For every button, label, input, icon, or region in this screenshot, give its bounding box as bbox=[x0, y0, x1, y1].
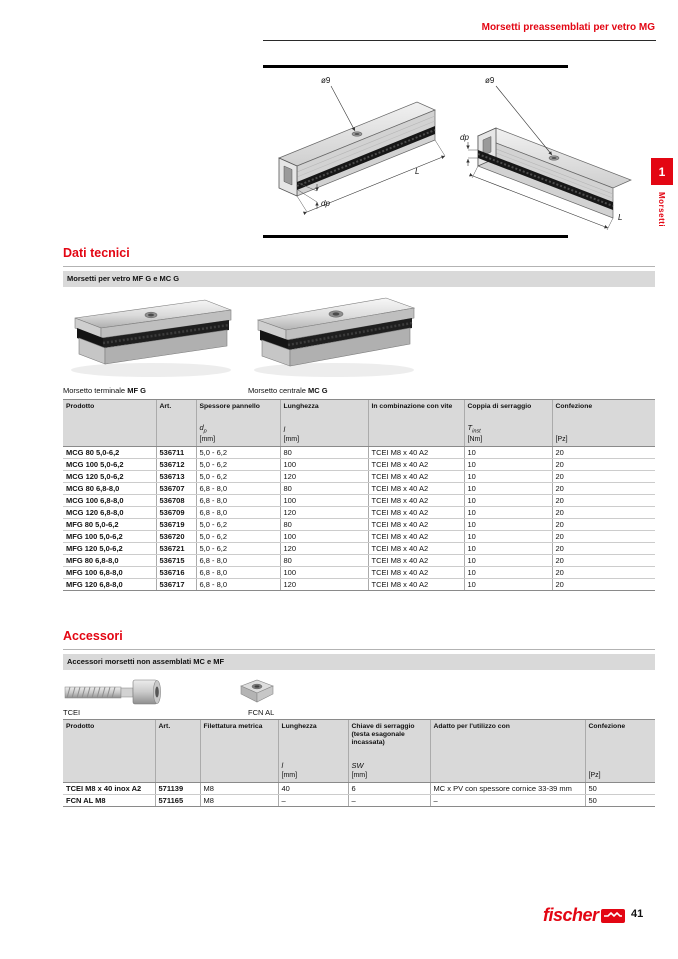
table-cell: TCEI M8 x 40 A2 bbox=[368, 519, 464, 531]
dim-label-hole: ø9 bbox=[321, 76, 331, 85]
table-cell: 536707 bbox=[156, 483, 196, 495]
table-cell: 536720 bbox=[156, 531, 196, 543]
table-cell: 536709 bbox=[156, 507, 196, 519]
table-cell: 10 bbox=[464, 543, 552, 555]
table-cell: 536715 bbox=[156, 555, 196, 567]
caption-text: Morsetto centrale bbox=[248, 386, 309, 395]
section-title-accessori: Accessori bbox=[63, 629, 123, 643]
table-cell: 6,8 - 8,0 bbox=[196, 495, 280, 507]
dim-label-length: L bbox=[618, 213, 623, 222]
table-cell: 120 bbox=[280, 543, 368, 555]
chapter-tab bbox=[651, 158, 673, 185]
column-header: Prodotto bbox=[63, 400, 156, 412]
table-cell: 100 bbox=[280, 459, 368, 471]
brand-logo-icon bbox=[601, 909, 625, 923]
chapter-tab-number: 1 bbox=[658, 164, 666, 179]
photo-caption-tcei: TCEI bbox=[63, 708, 81, 717]
product-photo-morsetto-terminale bbox=[63, 292, 235, 382]
table-header-row bbox=[63, 411, 655, 435]
table-row bbox=[63, 555, 655, 567]
table-cell: MCG 120 6,8-8,0 bbox=[63, 507, 156, 519]
column-symbol bbox=[155, 747, 200, 771]
column-unit bbox=[368, 435, 464, 447]
column-unit bbox=[63, 435, 156, 447]
column-header: Prodotto bbox=[63, 720, 155, 748]
table-row bbox=[63, 543, 655, 555]
table-cell: 6,8 - 8,0 bbox=[196, 555, 280, 567]
technical-data-table bbox=[63, 399, 655, 591]
table-cell: M8 bbox=[200, 783, 278, 795]
table-cell: 40 bbox=[278, 783, 348, 795]
column-unit: [Nm] bbox=[464, 435, 552, 447]
table-cell: 10 bbox=[464, 519, 552, 531]
table-header-row bbox=[63, 400, 655, 412]
table-header-row bbox=[63, 771, 655, 783]
column-header: Adatto per l'utilizzo con bbox=[430, 720, 585, 748]
table-cell: 5,0 - 6,2 bbox=[196, 459, 280, 471]
column-unit bbox=[63, 771, 155, 783]
header-rule bbox=[263, 40, 656, 41]
table-cell: 10 bbox=[464, 555, 552, 567]
subsection-bar: Morsetti per vetro MF G e MC G bbox=[63, 271, 655, 287]
column-symbol bbox=[552, 411, 655, 435]
table-cell: MFG 120 5,0-6,2 bbox=[63, 543, 156, 555]
section-rule bbox=[63, 266, 655, 267]
table-cell: TCEI M8 x 40 A2 bbox=[368, 531, 464, 543]
table-cell: 120 bbox=[280, 471, 368, 483]
table-cell: 6,8 - 8,0 bbox=[196, 579, 280, 591]
column-symbol bbox=[368, 411, 464, 435]
table-cell: 50 bbox=[585, 795, 655, 807]
brand-logo-text: fischer bbox=[543, 905, 599, 925]
column-symbol: l bbox=[278, 747, 348, 771]
column-symbol bbox=[200, 747, 278, 771]
table-cell: 80 bbox=[280, 483, 368, 495]
table-cell: 20 bbox=[552, 495, 655, 507]
column-unit bbox=[200, 771, 278, 783]
table-header-row bbox=[63, 747, 655, 771]
column-header: Lunghezza bbox=[278, 720, 348, 748]
column-header: Filettatura metrica bbox=[200, 720, 278, 748]
table-cell: MFG 100 6,8-8,0 bbox=[63, 567, 156, 579]
table-cell: 5,0 - 6,2 bbox=[196, 471, 280, 483]
column-unit: [Pz] bbox=[585, 771, 655, 783]
product-photo-morsetto-centrale bbox=[248, 292, 420, 382]
table-header-row bbox=[63, 435, 655, 447]
technical-drawing-right bbox=[458, 70, 653, 232]
table-cell: 20 bbox=[552, 567, 655, 579]
table-cell: 536716 bbox=[156, 567, 196, 579]
table-cell: 5,0 - 6,2 bbox=[196, 447, 280, 459]
table-cell: TCEI M8 x 40 A2 bbox=[368, 543, 464, 555]
table-cell: 10 bbox=[464, 567, 552, 579]
column-header: Confezione bbox=[585, 720, 655, 748]
table-cell: TCEI M8 x 40 A2 bbox=[368, 459, 464, 471]
table-cell: TCEI M8 x 40 A2 bbox=[368, 555, 464, 567]
table-cell: 20 bbox=[552, 507, 655, 519]
column-symbol: SW bbox=[348, 747, 430, 771]
table-row bbox=[63, 471, 655, 483]
table-cell: 20 bbox=[552, 531, 655, 543]
table-cell: 20 bbox=[552, 447, 655, 459]
product-photo-fcn-nut bbox=[237, 676, 277, 706]
table-cell: 20 bbox=[552, 555, 655, 567]
table-cell: 10 bbox=[464, 495, 552, 507]
table-cell: MFG 80 6,8-8,0 bbox=[63, 555, 156, 567]
table-row bbox=[63, 579, 655, 591]
table-row bbox=[63, 795, 655, 807]
table-cell: 10 bbox=[464, 531, 552, 543]
table-cell: 100 bbox=[280, 531, 368, 543]
column-header: Spessore pannello bbox=[196, 400, 280, 412]
dim-label-panel: dp bbox=[460, 133, 469, 142]
table-row bbox=[63, 483, 655, 495]
column-unit: [mm] bbox=[278, 771, 348, 783]
dim-label-length: L bbox=[415, 167, 420, 176]
column-symbol: $T_{inst}$ bbox=[464, 411, 552, 435]
table-cell: 536708 bbox=[156, 495, 196, 507]
column-symbol bbox=[63, 411, 156, 435]
column-symbol: l bbox=[280, 411, 368, 435]
table-cell: TCEI M8 x 40 A2 bbox=[368, 495, 464, 507]
table-row bbox=[63, 567, 655, 579]
column-unit bbox=[430, 771, 585, 783]
drawing-frame-bottom bbox=[263, 235, 568, 238]
product-photo-tcei-screw bbox=[63, 672, 163, 712]
table-cell: MC x PV con spessore cornice 33-39 mm bbox=[430, 783, 585, 795]
table-cell: 10 bbox=[464, 579, 552, 591]
table-cell: 536717 bbox=[156, 579, 196, 591]
table-cell: 6,8 - 8,0 bbox=[196, 507, 280, 519]
table-cell: 20 bbox=[552, 459, 655, 471]
dim-label-panel: dp bbox=[321, 199, 330, 208]
table-cell: TCEI M8 x 40 A2 bbox=[368, 507, 464, 519]
section-rule bbox=[63, 649, 655, 650]
photo-caption-terminale bbox=[63, 386, 146, 395]
table-cell: 50 bbox=[585, 783, 655, 795]
column-header: Confezione bbox=[552, 400, 655, 412]
table-cell: 100 bbox=[280, 495, 368, 507]
table-cell: 10 bbox=[464, 507, 552, 519]
column-header: Chiave di serraggio (testa esagonale incassata) bbox=[348, 720, 430, 748]
table-cell: 6 bbox=[348, 783, 430, 795]
table-cell: TCEI M8 x 40 A2 bbox=[368, 567, 464, 579]
table-cell: MCG 100 6,8-8,0 bbox=[63, 495, 156, 507]
photo-caption-centrale bbox=[248, 386, 328, 395]
table-cell: 20 bbox=[552, 471, 655, 483]
table-cell: 120 bbox=[280, 579, 368, 591]
table-cell: 6,8 - 8,0 bbox=[196, 567, 280, 579]
table-cell: 6,8 - 8,0 bbox=[196, 483, 280, 495]
column-unit: [Pz] bbox=[552, 435, 655, 447]
table-cell: 10 bbox=[464, 447, 552, 459]
table-cell: TCEI M8 x 40 A2 bbox=[368, 471, 464, 483]
table-cell: MCG 80 6,8-8,0 bbox=[63, 483, 156, 495]
table-row bbox=[63, 519, 655, 531]
column-header: Lunghezza bbox=[280, 400, 368, 412]
page-header-title: Morsetti preassemblati per vetro MG bbox=[481, 22, 655, 33]
column-symbol bbox=[585, 747, 655, 771]
table-cell: M8 bbox=[200, 795, 278, 807]
table-cell: MCG 100 5,0-6,2 bbox=[63, 459, 156, 471]
table-cell: 20 bbox=[552, 519, 655, 531]
column-header: Art. bbox=[155, 720, 200, 748]
table-cell: TCEI M8 x 40 inox A2 bbox=[63, 783, 155, 795]
table-cell: 10 bbox=[464, 471, 552, 483]
dim-label-hole: ø9 bbox=[485, 76, 495, 85]
table-cell: 80 bbox=[280, 519, 368, 531]
table-cell: MCG 80 5,0-6,2 bbox=[63, 447, 156, 459]
table-cell: 100 bbox=[280, 567, 368, 579]
table-cell: 80 bbox=[280, 555, 368, 567]
table-cell: MFG 120 6,8-8,0 bbox=[63, 579, 156, 591]
table-cell: TCEI M8 x 40 A2 bbox=[368, 483, 464, 495]
column-header: Art. bbox=[156, 400, 196, 412]
column-header: Coppia di serraggio bbox=[464, 400, 552, 412]
table-cell: 10 bbox=[464, 483, 552, 495]
table-cell: MFG 100 5,0-6,2 bbox=[63, 531, 156, 543]
table-cell: TCEI M8 x 40 A2 bbox=[368, 579, 464, 591]
table-cell: 571165 bbox=[155, 795, 200, 807]
column-header: In combinazione con vite bbox=[368, 400, 464, 412]
table-header-row bbox=[63, 720, 655, 748]
table-cell: 536711 bbox=[156, 447, 196, 459]
table-cell: 536712 bbox=[156, 459, 196, 471]
column-symbol: $d_p$ bbox=[196, 411, 280, 435]
table-cell: 80 bbox=[280, 447, 368, 459]
column-unit: [mm] bbox=[280, 435, 368, 447]
caption-bold: MC G bbox=[308, 386, 328, 395]
table-row bbox=[63, 459, 655, 471]
column-symbol bbox=[63, 747, 155, 771]
page-number: 41 bbox=[631, 908, 644, 920]
accessories-table bbox=[63, 719, 655, 807]
table-cell: – bbox=[278, 795, 348, 807]
column-unit bbox=[155, 771, 200, 783]
column-symbol bbox=[430, 747, 585, 771]
table-cell: 536719 bbox=[156, 519, 196, 531]
table-cell: MFG 80 5,0-6,2 bbox=[63, 519, 156, 531]
caption-bold: MF G bbox=[127, 386, 146, 395]
table-row bbox=[63, 507, 655, 519]
column-unit: [mm] bbox=[196, 435, 280, 447]
table-cell: FCN AL M8 bbox=[63, 795, 155, 807]
column-symbol bbox=[156, 411, 196, 435]
table-cell: 10 bbox=[464, 459, 552, 471]
table-cell: 536721 bbox=[156, 543, 196, 555]
table-cell: 20 bbox=[552, 483, 655, 495]
table-row bbox=[63, 531, 655, 543]
column-unit: [mm] bbox=[348, 771, 430, 783]
table-cell: 536713 bbox=[156, 471, 196, 483]
table-cell: – bbox=[348, 795, 430, 807]
table-row bbox=[63, 495, 655, 507]
table-cell: – bbox=[430, 795, 585, 807]
table-cell: 5,0 - 6,2 bbox=[196, 519, 280, 531]
section-title-dati-tecnici: Dati tecnici bbox=[63, 246, 130, 260]
table-cell: MCG 120 5,0-6,2 bbox=[63, 471, 156, 483]
table-cell: 571139 bbox=[155, 783, 200, 795]
drawing-frame-top bbox=[263, 65, 568, 68]
photo-caption-fcn: FCN AL bbox=[248, 708, 275, 717]
table-row bbox=[63, 447, 655, 459]
table-cell: 5,0 - 6,2 bbox=[196, 543, 280, 555]
subsection-bar: Accessori morsetti non assemblati MC e MF bbox=[63, 654, 655, 670]
table-row bbox=[63, 783, 655, 795]
chapter-tab-label: Morsetti bbox=[657, 192, 666, 228]
table-cell: TCEI M8 x 40 A2 bbox=[368, 447, 464, 459]
column-unit bbox=[156, 435, 196, 447]
table-cell: 5,0 - 6,2 bbox=[196, 531, 280, 543]
technical-drawing-left bbox=[265, 70, 460, 232]
table-cell: 120 bbox=[280, 507, 368, 519]
table-cell: 20 bbox=[552, 579, 655, 591]
caption-text: Morsetto terminale bbox=[63, 386, 128, 395]
table-cell: 20 bbox=[552, 543, 655, 555]
